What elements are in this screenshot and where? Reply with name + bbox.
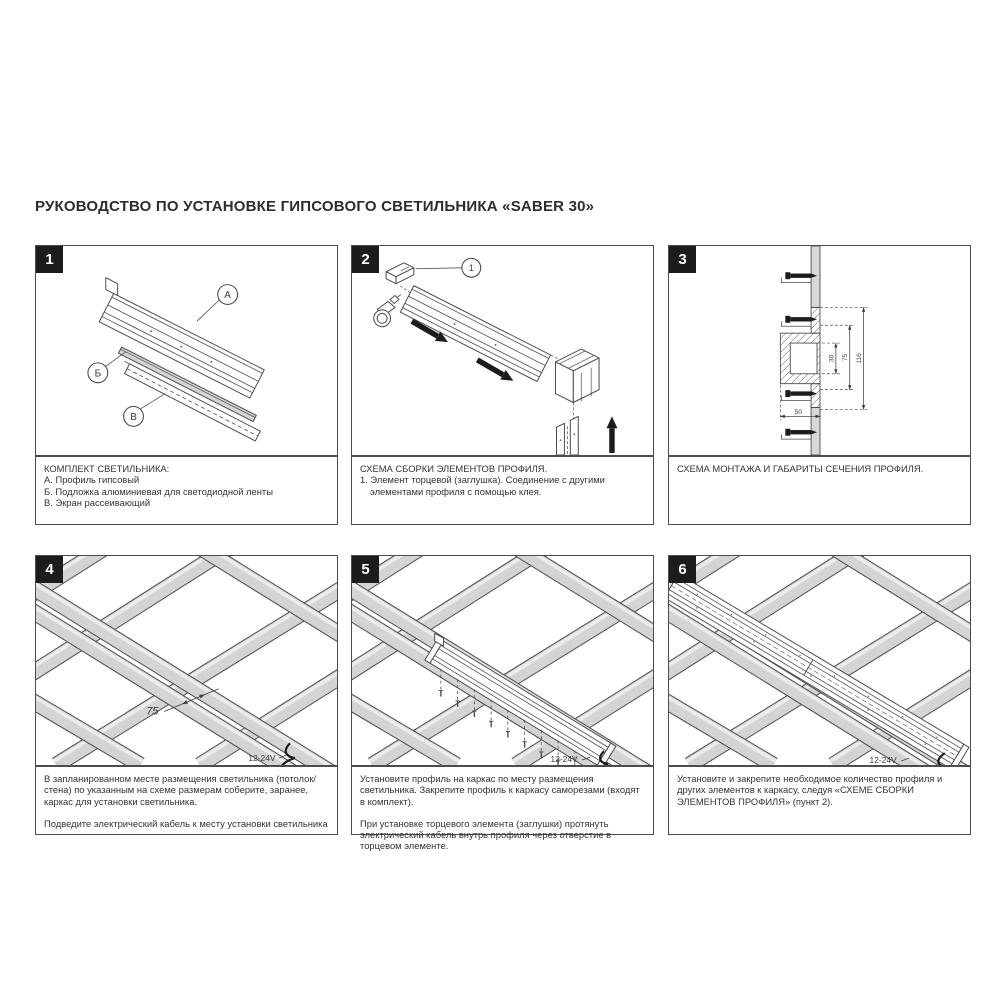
caption-4 [35,766,338,835]
figure-box-5 [351,555,654,766]
voltage-label: 12-24V [550,754,578,765]
step-number-badge: 5 [352,556,379,583]
caption-line: А. Профиль гипсовый [44,474,140,486]
caption-line: СХЕМА СБОРКИ ЭЛЕМЕНТОВ ПРОФИЛЯ. [360,463,548,474]
section-illustration [669,246,970,455]
callout-label-v: В [130,411,137,423]
panel-step-1 [35,245,338,525]
panel-step-4 [35,555,338,835]
panel-step-6 [668,555,971,835]
end-cap [386,263,414,284]
panel-step-5 [351,555,654,852]
profile-bar [400,286,550,382]
figure-box-4 [35,555,338,766]
caption-line: Б. Подложка алюминиевая для светодиодной ленты [44,485,273,497]
dim-label-116: 116 [856,353,864,364]
kit-illustration [36,246,337,455]
caption-line: Подведите электрический кабель к месту установки светильника [44,817,328,829]
frame-beams [352,556,653,765]
caption-line: При установке торцевого элемента (заглушки) протянуть электрический кабель внутрь профиля через отверстие в торцевом элементе. [360,817,612,852]
callout-label-b: Б [94,368,102,380]
up-arrow [607,416,618,453]
caption-line: КОМПЛЕКТ СВЕТИЛЬНИКА: [44,463,170,474]
caption-line: В. Экран рассеивающий [44,496,151,508]
caption-5 [351,766,654,852]
figure-box-2 [351,245,654,456]
document-title: РУКОВОДСТВО ПО УСТАНОВКЕ ГИПСОВОГО СВЕТИЛЬНИКА «SABER 30» [35,198,595,215]
full-run-illustration [669,556,970,765]
figure-box-6 [668,555,971,766]
caption-6 [668,766,971,835]
voltage-label: 12-24V [869,755,897,765]
corner-element [551,349,600,402]
caption-line: Установите и закрепите необходимое количество профиля и других элементов к каркасу, следуя «СХЕМЕ СБОРКИ ЭЛЕМЕНТОВ ПРОФИЛЯ» (пункт 2). [677,773,943,807]
profile-cavity [790,343,817,374]
gap-dim-label: 75 [146,705,159,718]
caption-line: 1. Элемент торцевой (заглушка). Соединение с другими элементами профиля с помощью клея. [360,474,605,497]
mounting-illustration [352,556,653,765]
step-number-badge: 1 [36,246,63,273]
caption-2 [351,456,654,525]
caption-line: СХЕМА МОНТАЖА И ГАБАРИТЫ СЕЧЕНИЯ ПРОФИЛЯ. [677,463,924,474]
step-number-badge: 2 [352,246,379,273]
caption-1 [35,456,338,525]
callout-label-1: 1 [468,262,474,274]
dim-label-75: 75 [842,353,850,362]
voltage-label: 12-24V [248,753,276,764]
figure-box-1 [35,245,338,456]
step-number-badge: 3 [669,246,696,273]
dim-label-50: 50 [794,408,802,416]
callout-label-a: А [224,290,231,302]
assembly-illustration [352,246,653,455]
step-number-badge: 6 [669,556,696,583]
dim-label-30: 30 [828,354,836,363]
mounted-profile [425,633,616,765]
vertical-profile [556,403,578,455]
caption-3 [668,456,971,525]
caption-line: В запланированном месте размещения светильника (потолок/стена) по указанным на схеме размерам соберите, заранее, каркас для установки светильника. [44,773,317,807]
panel-step-2 [351,245,654,525]
caption-line: Установите профиль на каркас по месту размещения светильника. Закрепите профиль к каркасу саморезами (входят в комплект). [360,773,640,807]
glue-tube [374,295,401,327]
frame-beams [36,556,337,765]
step-number-badge: 4 [36,556,63,583]
panel-step-3 [668,245,971,525]
figure-box-3 [668,245,971,456]
frame-illustration [36,556,337,765]
